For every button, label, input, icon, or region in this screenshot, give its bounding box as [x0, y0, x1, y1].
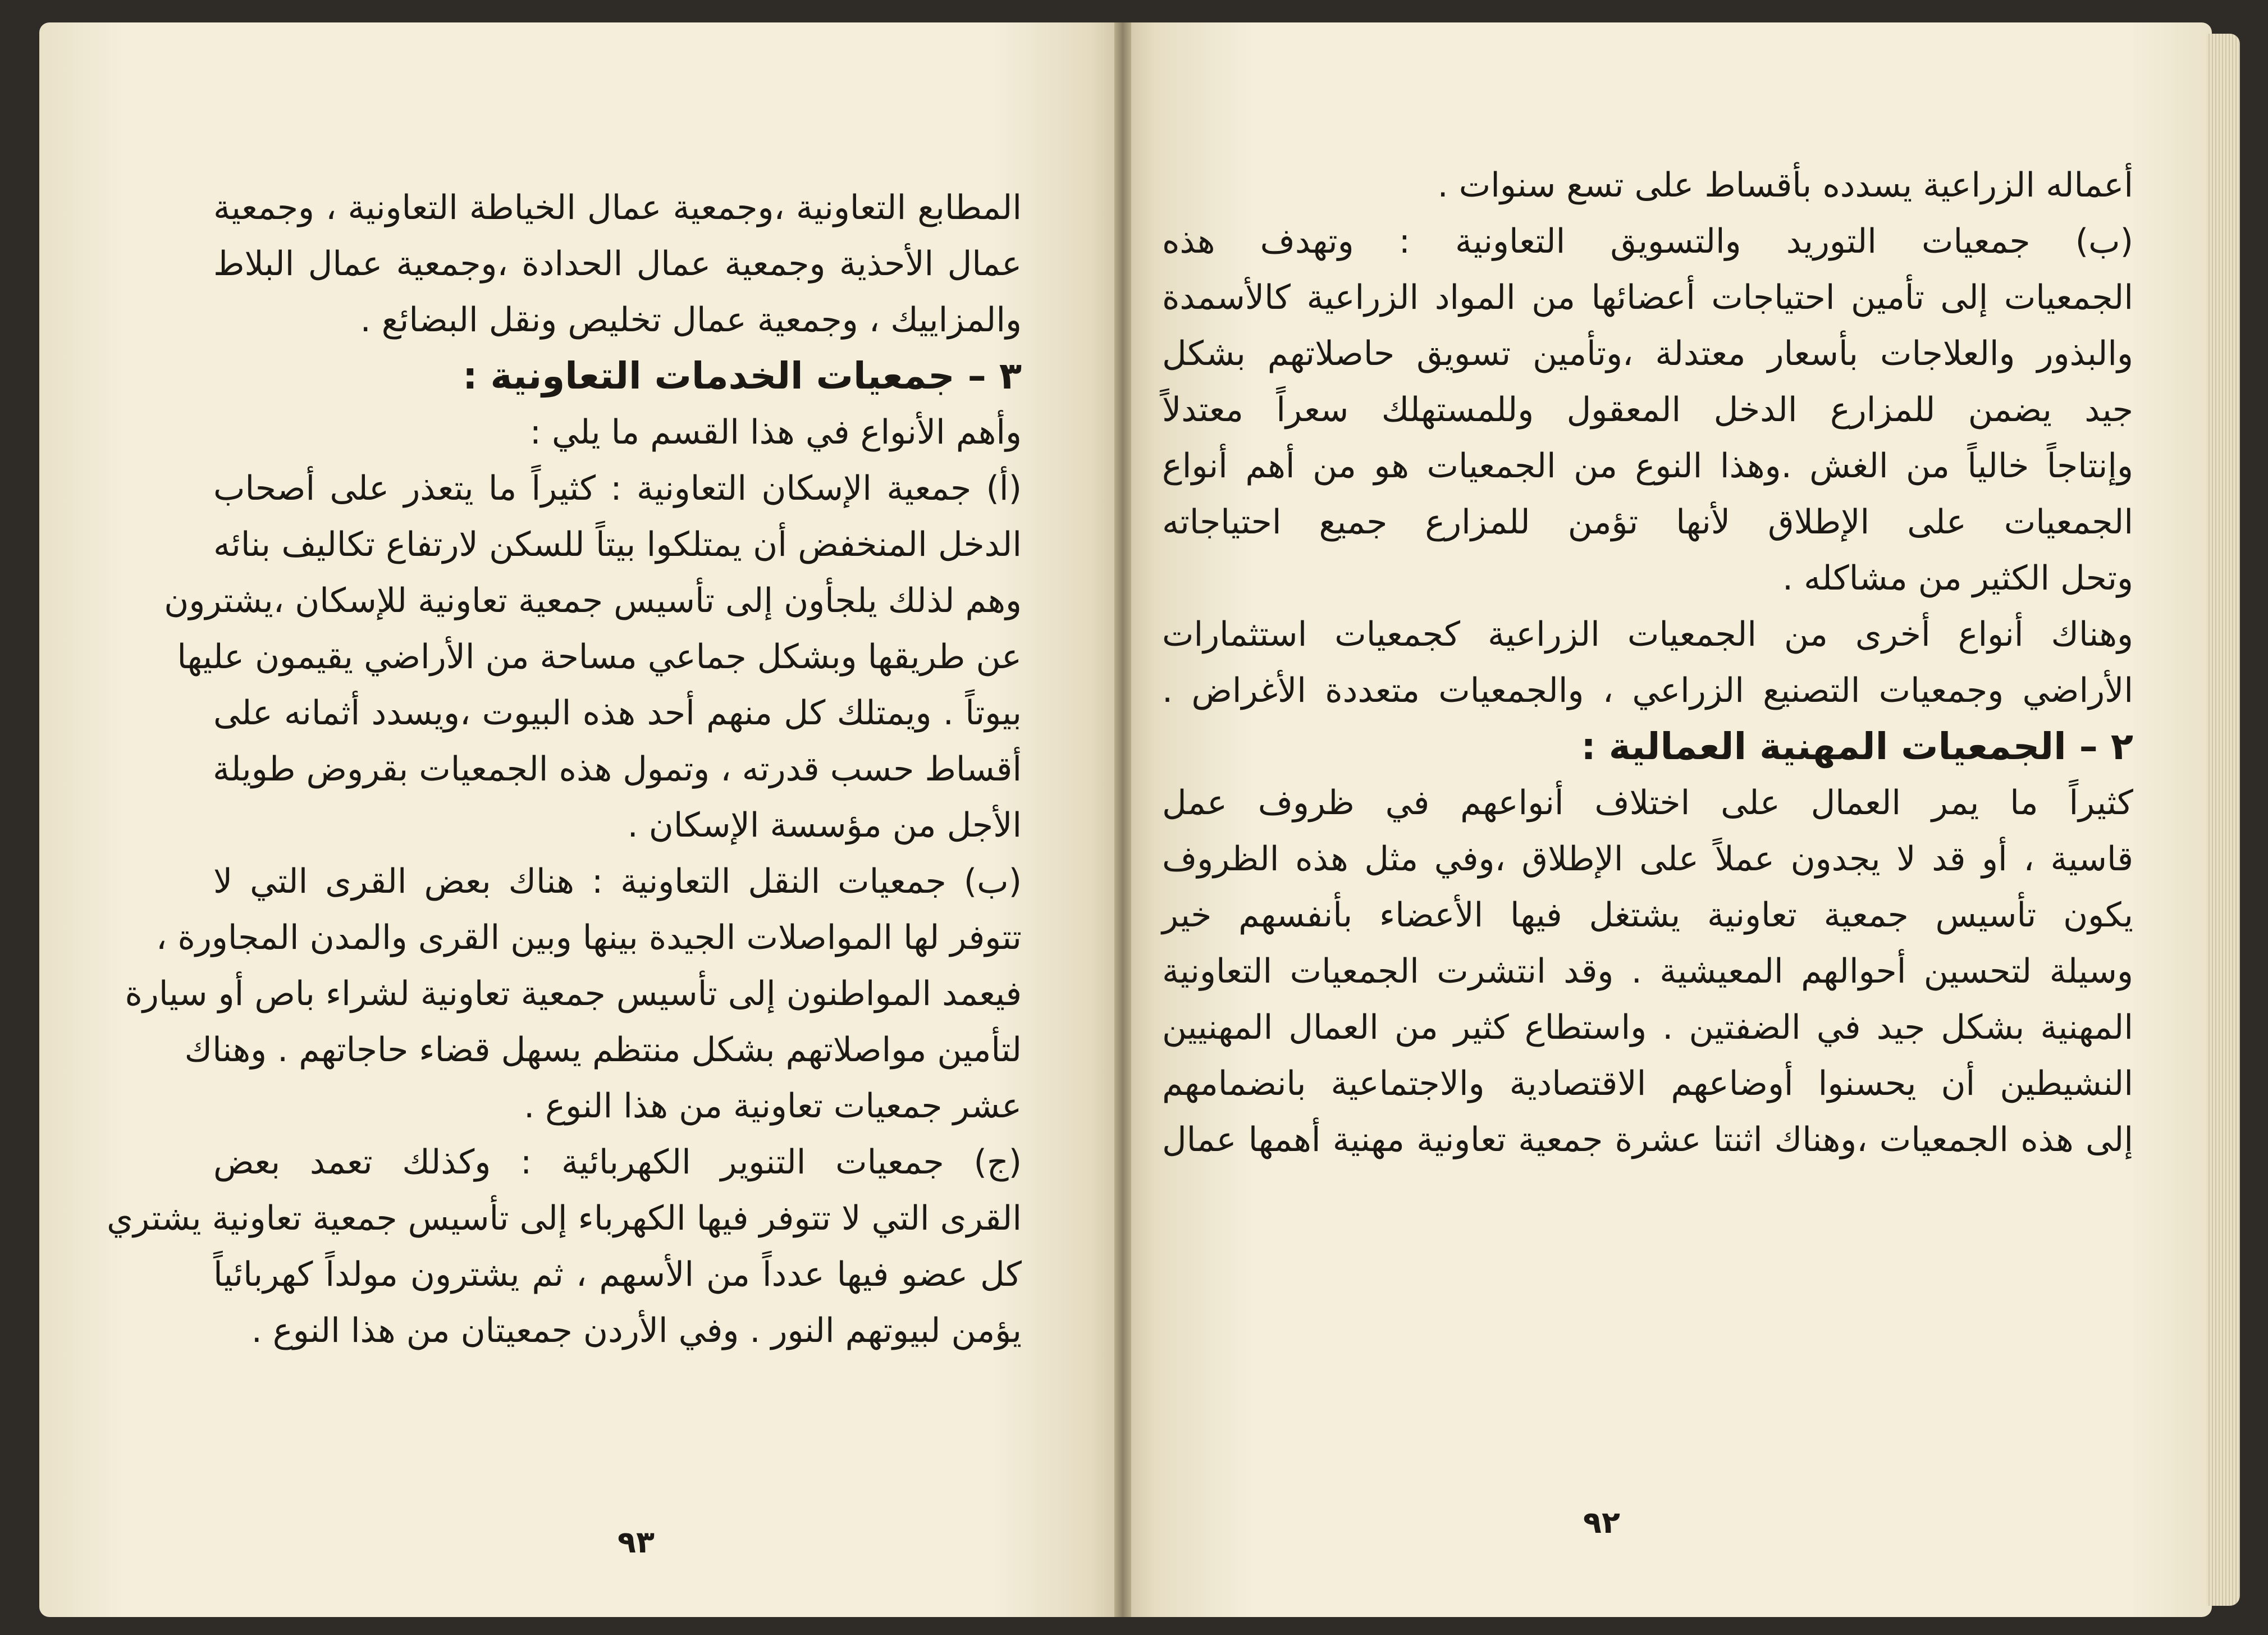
text-line: كل عضو فيها عدداً من الأسهم ، ثم يشترون مولداً كهربائياً: [213, 1255, 1022, 1294]
book-gutter: [1114, 22, 1131, 1617]
page-number-left: ٩٣: [618, 1524, 655, 1560]
subsection-line: (ب) جمعيات النقل التعاونية : هناك بعض القرى التي لا: [213, 862, 1022, 901]
text-line: بيوتاً . ويمتلك كل منهم أحد هذه البيوت ،ويسدد أثمانه على: [213, 693, 1022, 733]
page-edges: [2206, 34, 2240, 1606]
text-line: أقساط حسب قدرته ، وتمول هذه الجمعيات بقروض طويلة: [213, 750, 1022, 789]
text-line: الجمعيات على الإطلاق لأنها تؤمن للمزارع جميع احتياجاته: [1162, 503, 2133, 542]
right-page-text: [1162, 157, 2133, 1168]
text-line: المهنية بشكل جيد في الضفتين . واستطاع كثير من العمال المهنيين: [1162, 1008, 2133, 1047]
section-heading: ٣ – جمعيات الخدمات التعاونية :: [463, 354, 1022, 398]
text-line: المطابع التعاونية ،وجمعية عمال الخياطة التعاونية ، وجمعية: [213, 188, 1022, 227]
page-number-right: ٩٢: [1583, 1505, 1620, 1540]
subsection-line: (ب) جمعيات التوريد والتسويق التعاونية : وتهدف هذه: [1162, 222, 2133, 261]
subsection-line: (ج) جمعيات التنوير الكهربائية : وكذلك تعمد بعض: [213, 1143, 1022, 1182]
text-line: النشيطين أن يحسنوا أوضاعهم الاقتصادية والاجتماعية بانضمامهم: [1162, 1064, 2133, 1103]
text-line: الجمعيات إلى تأمين احتياجات أعضائها من المواد الزراعية كالأسمدة: [1162, 278, 2133, 317]
text-line: والمزاييك ، وجمعية عمال تخليص ونقل البضائع .: [360, 300, 1022, 340]
text-line: أعماله الزراعية يسدده بأقساط على تسع سنوات .: [1437, 166, 2133, 205]
text-line: وسيلة لتحسين أحوالهم المعيشية . وقد انتشرت الجمعيات التعاونية: [1162, 952, 2133, 991]
text-line: الأجل من مؤسسة الإسكان .: [627, 806, 1022, 845]
text-line: الأراضي وجمعيات التصنيع الزراعي ، والجمعيات متعددة الأغراض .: [1162, 671, 2133, 710]
text-line: فيعمد المواطنون إلى تأسيس جمعية تعاونية لشراء باص أو سيارة: [125, 974, 1022, 1013]
text-line: قاسية ، أو قد لا يجدون عملاً على الإطلاق ،وفي مثل هذه الظروف: [1162, 839, 2133, 879]
subsection-line: (أ) جمعية الإسكان التعاونية : كثيراً ما يتعذر على أصحاب: [213, 469, 1022, 508]
text-line: لتأمين مواصلاتهم بشكل منتظم يسهل قضاء حاجاتهم . وهناك: [184, 1030, 1022, 1070]
text-line: وإنتاجاً خالياً من الغش .وهذا النوع من الجمعيات هو من أهم أنواع: [1162, 446, 2133, 486]
text-line: إلى هذه الجمعيات ،وهناك اثنتا عشرة جمعية تعاونية مهنية أهمها عمال: [1162, 1120, 2133, 1159]
text-line: تتوفر لها المواصلات الجيدة بينها وبين القرى والمدن المجاورة ،: [156, 918, 1022, 957]
text-line: الدخل المنخفض أن يمتلكوا بيتاً للسكن لارتفاع تكاليف بنائه: [213, 525, 1022, 564]
text-line: وأهم الأنواع في هذا القسم ما يلي :: [529, 413, 1022, 452]
text-line: يكون تأسيس جمعية تعاونية يشتغل فيها الأعضاء بأنفسهم خير: [1162, 896, 2133, 935]
text-line: والبذور والعلاجات بأسعار معتدلة ،وتأمين تسويق حاصلاتهم بشكل: [1162, 334, 2133, 373]
text-line: جيد يضمن للمزارع الدخل المعقول وللمستهلك سعراً معتدلاً: [1162, 390, 2133, 430]
text-line: عشر جمعيات تعاونية من هذا النوع .: [524, 1086, 1022, 1126]
left-page-text: [107, 180, 1022, 1359]
text-line: عمال الأحذية وجمعية عمال الحدادة ،وجمعية عمال البلاط: [213, 244, 1022, 284]
text-line: يؤمن لبيوتهم النور . وفي الأردن جمعيتان من هذا النوع .: [251, 1311, 1022, 1350]
text-line: عن طريقها وبشكل جماعي مساحة من الأراضي يقيمون عليها: [177, 637, 1022, 677]
text-line: وهم لذلك يلجأون إلى تأسيس جمعية تعاونية للإسكان ،يشترون: [164, 581, 1022, 620]
text-line: القرى التي لا تتوفر فيها الكهرباء إلى تأسيس جمعية تعاونية يشتري: [107, 1199, 1022, 1238]
text-line: وتحل الكثير من مشاكله .: [1782, 559, 2133, 598]
text-line: كثيراً ما يمر العمال على اختلاف أنواعهم في ظروف عمل: [1162, 783, 2133, 823]
text-line: وهناك أنواع أخرى من الجمعيات الزراعية كجمعيات استثمارات: [1162, 615, 2133, 654]
section-heading: ٢ – الجمعيات المهنية العمالية :: [1581, 725, 2133, 768]
